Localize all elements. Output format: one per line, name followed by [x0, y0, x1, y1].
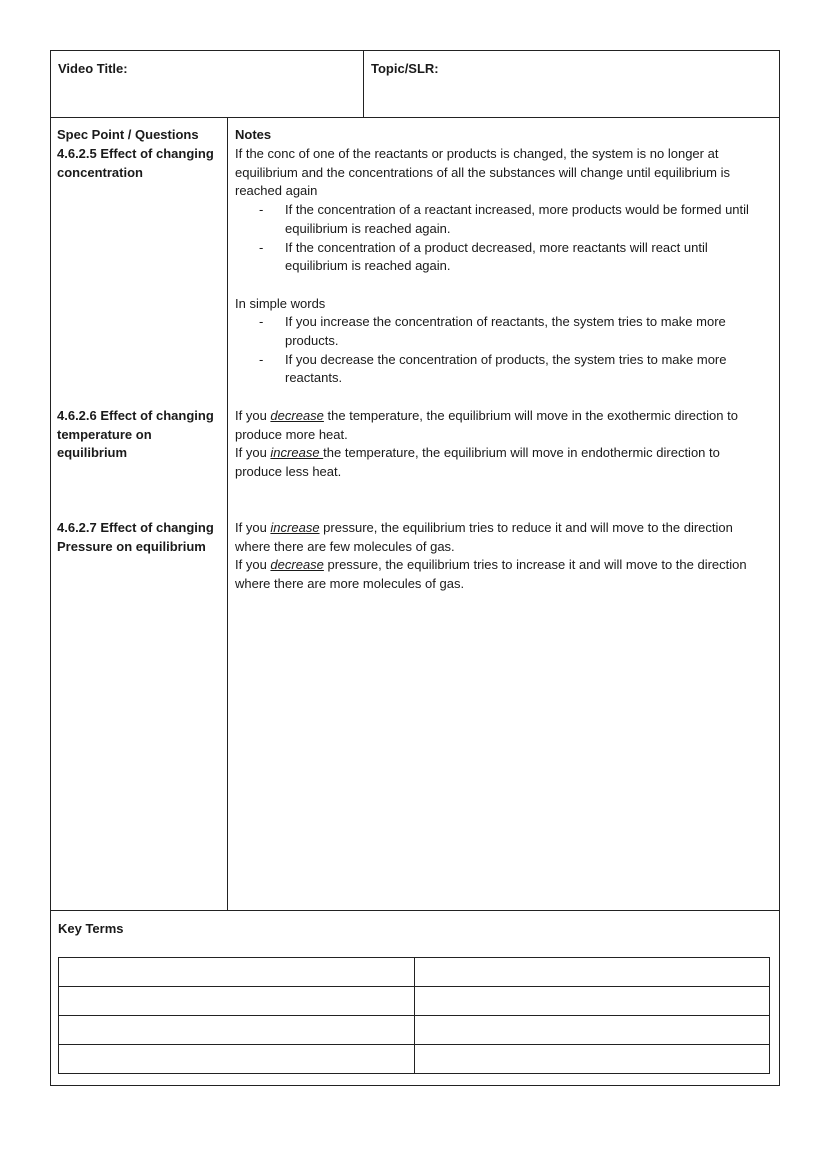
bullet-text: If the concentration of a product decreased, more reactants will react until equilibrium is reached again.	[285, 239, 708, 274]
notes-temperature	[235, 407, 770, 482]
table-row	[59, 987, 770, 1016]
column-divider	[227, 117, 228, 910]
bullet-dash: -	[259, 239, 264, 255]
key-term-definition-cell[interactable]	[414, 1045, 770, 1074]
key-terms-table	[58, 957, 770, 1074]
table-row	[59, 1016, 770, 1045]
notes-concentration	[235, 145, 770, 388]
key-terms-label: Key Terms	[58, 921, 124, 936]
video-title-label: Video Title:	[58, 61, 128, 76]
spec-point-concentration: 4.6.2.5 Effect of changing concentration	[57, 146, 214, 180]
list-item	[235, 351, 770, 388]
temperature-line-1: If you decrease the temperature, the equilibrium will move in the exothermic direction to produce more heat.	[235, 408, 738, 442]
bullet-text: If the concentration of a reactant increased, more products would be formed until equilibrium is reached again.	[285, 202, 749, 236]
temperature-line-2: If you increase the temperature, the equilibrium will move in endothermic direction to produce less heat.	[235, 445, 720, 480]
key-term-cell[interactable]	[59, 987, 415, 1016]
key-term-cell[interactable]	[59, 1045, 415, 1074]
bullet-text: If you increase the concentration of reactants, the system tries to make more products.	[285, 314, 726, 349]
bullet-dash: -	[259, 351, 264, 367]
pressure-line-2: If you decrease pressure, the equilibrium tries to increase it and will move to the direction where there are more molecules of gas.	[235, 557, 747, 592]
emphasis-increase: increase	[270, 520, 320, 535]
topic-label: Topic/SLR:	[371, 61, 439, 76]
table-row	[59, 958, 770, 987]
bullet-text: If you decrease the concentration of products, the system tries to make more reactants.	[285, 351, 727, 386]
list-item	[235, 201, 770, 238]
key-term-definition-cell[interactable]	[414, 958, 770, 987]
concentration-intro: If the conc of one of the reactants or products is changed, the system is no longer at equilibrium and the concentrations of all the substances will change until equilibrium is reached again	[235, 146, 730, 199]
concentration-bullets	[235, 201, 770, 276]
spec-point-pressure: 4.6.2.7 Effect of changing Pressure on equilibrium	[57, 520, 214, 554]
key-term-cell[interactable]	[59, 1016, 415, 1045]
list-item	[235, 313, 770, 350]
key-term-definition-cell[interactable]	[414, 1016, 770, 1045]
simple-words-heading: In simple words	[235, 295, 326, 311]
spec-point-temperature: 4.6.2.6 Effect of changing temperature on equilibrium	[57, 408, 214, 461]
notes-column-heading: Notes	[235, 127, 272, 142]
header-divider	[363, 50, 364, 118]
emphasis-decrease: decrease	[270, 557, 324, 573]
bullet-dash: -	[259, 202, 264, 218]
pressure-line-1: If you increase pressure, the equilibrium tries to reduce it and will move to the direction where there are few molecules of gas.	[235, 520, 733, 554]
header-bottom-line	[50, 117, 780, 118]
key-term-cell[interactable]	[59, 958, 415, 987]
emphasis-decrease: decrease	[270, 408, 324, 423]
emphasis-increase: increase	[270, 445, 324, 461]
key-term-definition-cell[interactable]	[414, 987, 770, 1016]
list-item	[235, 239, 770, 276]
notes-bottom-line	[50, 910, 780, 911]
table-row	[59, 1045, 770, 1074]
spec-column-heading: Spec Point / Questions	[57, 127, 199, 142]
simple-words-bullets	[235, 313, 770, 388]
bullet-dash: -	[259, 314, 264, 330]
notes-pressure	[235, 519, 770, 594]
